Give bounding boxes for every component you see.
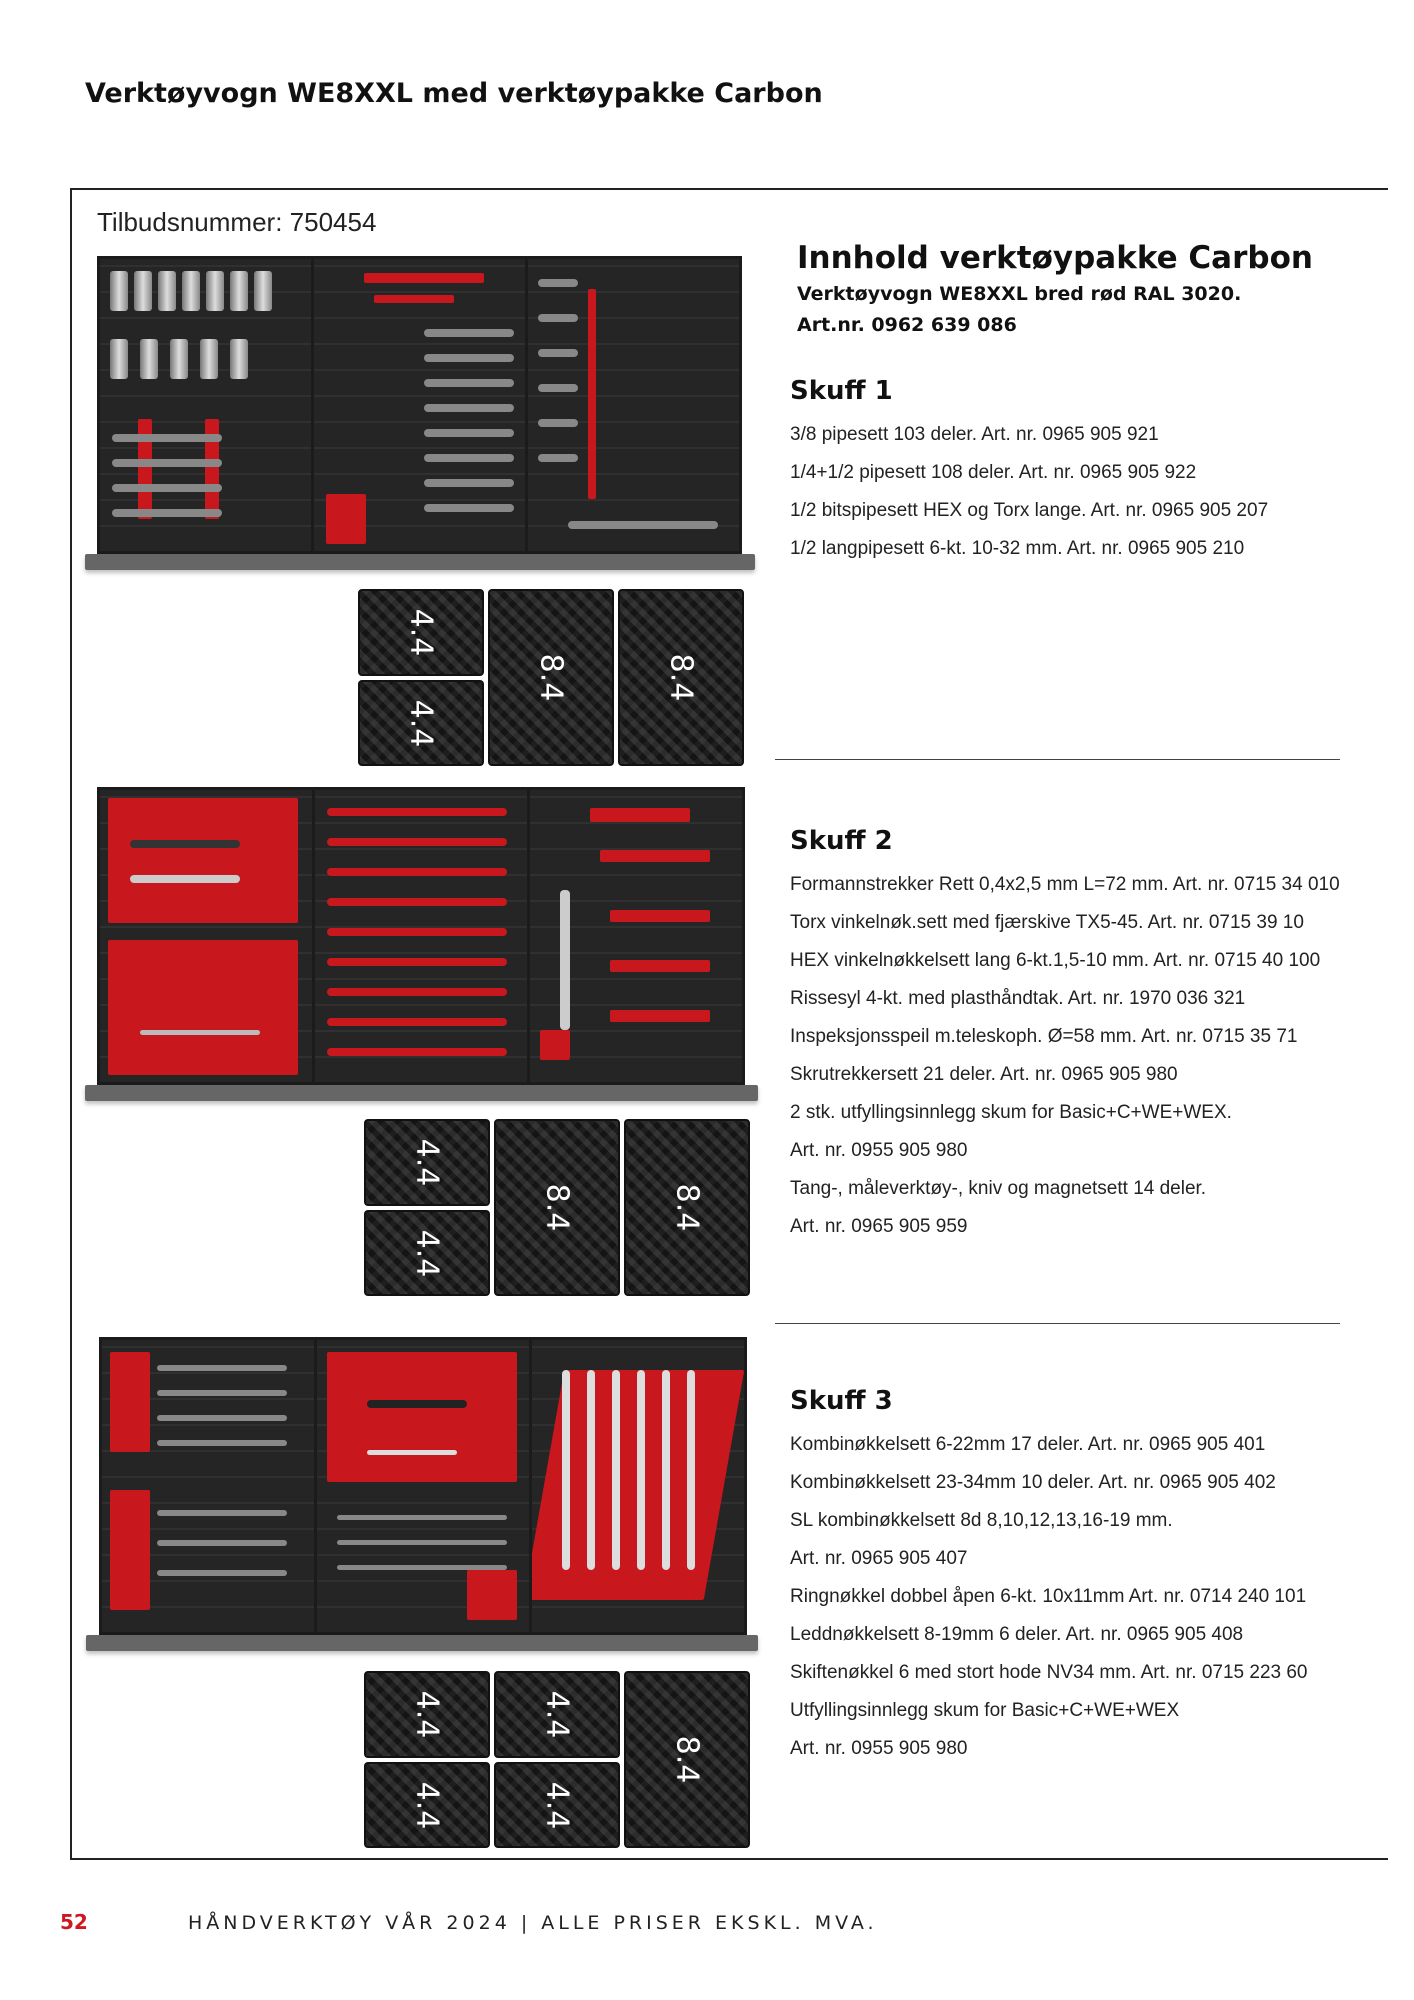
drawer-3-module-5: 8.4 xyxy=(624,1671,750,1848)
drawer-2-shelf xyxy=(85,1085,758,1101)
drawer-3-tray-combination-wrenches xyxy=(102,1340,314,1632)
content-title: Innhold verktøypakke Carbon xyxy=(797,240,1313,276)
drawer-1-tray-bits xyxy=(314,259,525,551)
list-item: HEX vinkelnøkkelsett lang 6-kt.1,5-10 mm. Art. nr. 0715 40 100 xyxy=(790,950,1321,971)
drawer-2-tray-keys-mirror xyxy=(100,790,312,1082)
list-item: Art. nr. 0955 905 980 xyxy=(790,1738,968,1759)
list-item: Leddnøkkelsett 8-19mm 6 deler. Art. nr. 0965 905 408 xyxy=(790,1624,1244,1645)
page-title: Verktøyvogn WE8XXL med verktøypakke Carbon xyxy=(85,78,823,109)
divider xyxy=(775,1323,1340,1324)
list-item: Torx vinkelnøk.sett med fjærskive TX5-45. Art. nr. 0715 39 10 xyxy=(790,912,1304,933)
drawer-2-tray-screwdrivers xyxy=(315,790,527,1082)
drawer-2-module-3: 8.4 xyxy=(494,1119,620,1296)
drawer-2-module-1: 4.4 xyxy=(364,1119,490,1206)
list-item: Kombinøkkelsett 23-34mm 10 deler. Art. nr. 0965 905 402 xyxy=(790,1472,1276,1493)
drawer-3-tray-adjustable-wrench xyxy=(317,1340,529,1632)
content-subtitle: Verktøyvogn WE8XXL bred rød RAL 3020. xyxy=(797,283,1242,305)
list-item: 1/2 bitspipesett HEX og Torx lange. Art. nr. 0965 905 207 xyxy=(790,500,1269,521)
list-item: 1/4+1/2 pipesett 108 deler. Art. nr. 0965 905 922 xyxy=(790,462,1197,483)
drawer-1-tray-long-sockets xyxy=(528,259,739,551)
drawer-2-tray-pliers xyxy=(530,790,742,1082)
content-art-number: Art.nr. 0962 639 086 xyxy=(797,314,1017,336)
list-item: Kombinøkkelsett 6-22mm 17 deler. Art. nr. 0965 905 401 xyxy=(790,1434,1266,1455)
drawer-2-item-list xyxy=(790,866,1340,1246)
drawer-1-module-2: 4.4 xyxy=(358,680,484,766)
list-item: Skrutrekkersett 21 deler. Art. nr. 0965 905 980 xyxy=(790,1064,1178,1085)
drawer-3-module-3: 4.4 xyxy=(494,1671,620,1758)
page-number: 52 xyxy=(60,1910,88,1934)
drawer-1-title: Skuff 1 xyxy=(790,376,893,406)
drawer-1-module-4: 8.4 xyxy=(618,589,744,766)
list-item: Ringnøkkel dobbel åpen 6-kt. 10x11mm Art. nr. 0714 240 101 xyxy=(790,1586,1307,1607)
list-item: 1/2 langpipesett 6-kt. 10-32 mm. Art. nr. 0965 905 210 xyxy=(790,538,1245,559)
drawer-2-photo xyxy=(97,787,745,1085)
divider xyxy=(775,759,1340,760)
list-item: 3/8 pipesett 103 deler. Art. nr. 0965 905 921 xyxy=(790,424,1159,445)
list-item: Tang-, måleverktøy-, kniv og magnetsett 14 deler. xyxy=(790,1178,1207,1199)
drawer-2-title: Skuff 2 xyxy=(790,826,893,856)
list-item: Art. nr. 0965 905 959 xyxy=(790,1216,968,1237)
drawer-2-module-4: 8.4 xyxy=(624,1119,750,1296)
drawer-1-photo xyxy=(97,256,742,554)
drawer-3-tray-large-wrenches xyxy=(532,1340,744,1632)
list-item: Formannstrekker Rett 0,4x2,5 mm L=72 mm. Art. nr. 0715 34 010 xyxy=(790,874,1340,895)
list-item: Inspeksjonsspeil m.teleskoph. Ø=58 mm. Art. nr. 0715 35 71 xyxy=(790,1026,1298,1047)
list-item: Art. nr. 0955 905 980 xyxy=(790,1140,968,1161)
footer-text: HÅNDVERKTØY VÅR 2024 | ALLE PRISER EKSKL. MVA. xyxy=(188,1912,878,1934)
drawer-3-shelf xyxy=(86,1635,758,1651)
drawer-1-shelf xyxy=(85,554,755,570)
list-item: Rissesyl 4-kt. med plasthåndtak. Art. nr. 1970 036 321 xyxy=(790,988,1246,1009)
drawer-2-module-2: 4.4 xyxy=(364,1210,490,1296)
drawer-3-module-4: 4.4 xyxy=(494,1762,620,1848)
drawer-3-title: Skuff 3 xyxy=(790,1386,893,1416)
list-item: Utfyllingsinnlegg skum for Basic+C+WE+WEX xyxy=(790,1700,1180,1721)
drawer-3-module-2: 4.4 xyxy=(364,1762,490,1848)
list-item: SL kombinøkkelsett 8d 8,10,12,13,16-19 mm. xyxy=(790,1510,1173,1531)
list-item: 2 stk. utfyllingsinnlegg skum for Basic+C+WE+WEX. xyxy=(790,1102,1232,1123)
drawer-3-item-list xyxy=(790,1426,1308,1768)
offer-number: Tilbudsnummer: 750454 xyxy=(97,207,377,237)
drawer-1-module-3: 8.4 xyxy=(488,589,614,766)
drawer-1-module-1: 4.4 xyxy=(358,589,484,676)
drawer-1-item-list xyxy=(790,416,1268,568)
drawer-1-tray-sockets xyxy=(100,259,311,551)
list-item: Skiftenøkkel 6 med stort hode NV34 mm. Art. nr. 0715 223 60 xyxy=(790,1662,1308,1683)
drawer-3-photo xyxy=(99,1337,747,1635)
drawer-3-module-1: 4.4 xyxy=(364,1671,490,1758)
list-item: Art. nr. 0965 905 407 xyxy=(790,1548,968,1569)
